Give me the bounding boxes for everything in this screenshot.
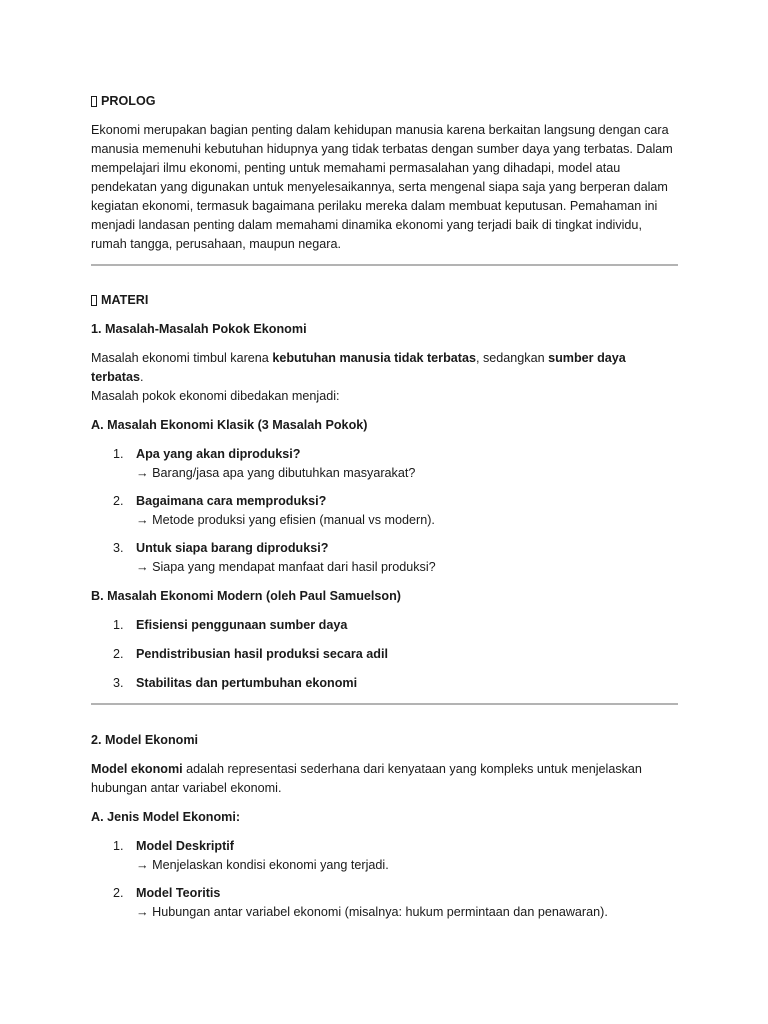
masalah-intro-line: Masalah pokok ekonomi dibedakan menjadi: <box>91 389 340 403</box>
list-item: 2. Model Teoritis → Hubungan antar variabel ekonomi (misalnya: hukum permintaan dan penawaran). <box>113 886 608 919</box>
model-definition-line: hubungan antar variabel ekonomi. <box>91 781 282 795</box>
jenis-model-list <box>91 837 681 922</box>
list-item: 1. Efisiensi penggunaan sumber daya <box>113 618 348 632</box>
prolog-paragraph <box>91 121 681 254</box>
prolog-line: rumah tangga, perusahaan, maupun negara. <box>91 237 341 251</box>
missing-glyph-icon <box>91 96 97 107</box>
subsection-title-klasik: A. Masalah Ekonomi Klasik (3 Masalah Pokok) <box>91 418 368 432</box>
list-item: 3. Untuk siapa barang diproduksi? → Siapa yang mendapat manfaat dari hasil produksi? <box>113 541 436 574</box>
prolog-line: pendekatan yang digunakan untuk menyelesaikannya, serta mengenal siapa saja yang berperan dalam <box>91 180 668 194</box>
model-definition-line: Model ekonomi adalah representasi sederhana dari kenyataan yang kompleks untuk menjelaskan <box>91 762 642 776</box>
missing-glyph-icon <box>91 295 97 306</box>
list-item: 2. Pendistribusian hasil produksi secara adil <box>113 647 388 661</box>
prolog-line: menjadi landasan penting dalam memahami dinamika ekonomi yang terjadi baik di tingkat individu, <box>91 218 642 232</box>
prolog-line: kegiatan ekonomi, termasuk bagaimana perilaku mereka dalam membuat keputusan. Pemahaman ini <box>91 199 658 213</box>
list-item: 1. Model Deskriptif → Menjelaskan kondisi ekonomi yang terjadi. <box>113 839 389 872</box>
prolog-line: mempelajari ilmu ekonomi, penting untuk memahami permasalahan yang dihadapi, model atau <box>91 161 621 175</box>
prolog-line: Ekonomi merupakan bagian penting dalam kehidupan manusia karena berkaitan langsung dengan cara <box>91 123 669 137</box>
section-title-masalah-pokok: 1. Masalah-Masalah Pokok Ekonomi <box>91 322 307 336</box>
klasik-list <box>91 445 681 577</box>
section-title-model-ekonomi: 2. Model Ekonomi <box>91 733 199 747</box>
subsection-title-jenis-model: A. Jenis Model Ekonomi: <box>91 810 241 824</box>
model-definition-paragraph <box>91 760 681 798</box>
document-content <box>91 92 681 922</box>
prolog-heading: PROLOG <box>91 92 681 111</box>
materi-heading: MATERI <box>91 291 681 310</box>
section-divider <box>91 703 678 705</box>
masalah-intro-line: Masalah ekonomi timbul karena kebutuhan manusia tidak terbatas, sedangkan sumber daya terbatas. <box>91 351 626 384</box>
list-item: 1. Apa yang akan diproduksi? → Barang/jasa apa yang dibutuhkan masyarakat? <box>113 447 416 480</box>
subsection-title-modern: B. Masalah Ekonomi Modern (oleh Paul Samuelson) <box>91 589 401 603</box>
list-item: 2. Bagaimana cara memproduksi? → Metode produksi yang efisien (manual vs modern). <box>113 494 435 527</box>
masalah-intro-paragraph <box>91 349 681 406</box>
section-divider <box>91 264 678 266</box>
prolog-line: manusia memenuhi kebutuhan hidupnya yang tidak terbatas dengan sumber daya yang terbatas. Dalam <box>91 142 673 156</box>
list-item: 3. Stabilitas dan pertumbuhan ekonomi <box>113 676 358 690</box>
modern-list <box>91 616 681 693</box>
